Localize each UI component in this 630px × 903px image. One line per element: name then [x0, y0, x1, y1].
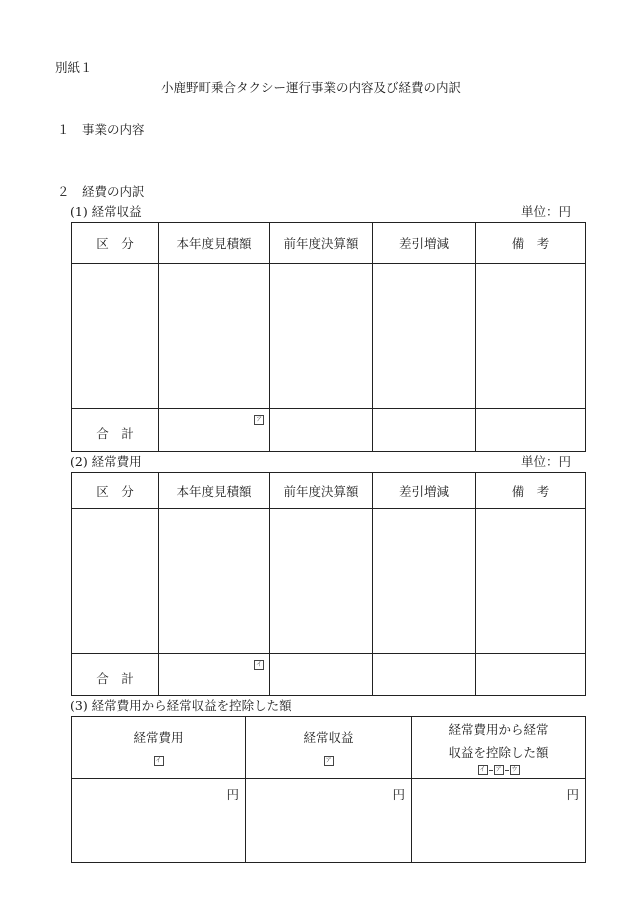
deduction-income-label: 経常収益	[303, 730, 354, 745]
income-cell	[270, 409, 373, 452]
income-total-row	[72, 409, 586, 452]
expense-table	[71, 472, 586, 696]
mark-u-icon: ウ	[511, 766, 518, 773]
expense-header-category: 区 分	[72, 473, 159, 509]
deduction-header-income	[246, 717, 412, 779]
expense-cell	[373, 509, 476, 654]
income-cell	[373, 264, 476, 409]
expense-body-row	[72, 509, 586, 654]
expense-unit: 単位：円	[521, 454, 572, 469]
income-header-diff: 差引増減	[373, 223, 476, 264]
deduction-expense-label: 経常費用	[133, 730, 184, 745]
income-header-category: 区 分	[72, 223, 159, 264]
mark-i-icon: イ	[255, 661, 262, 668]
expense-total-label: 合 計	[72, 654, 159, 696]
expense-subtitle: (2) 経常費用	[70, 454, 142, 469]
expense-header-diff: 差引増減	[373, 473, 476, 509]
expense-cell	[476, 654, 586, 696]
yen-unit: 円	[226, 787, 239, 802]
deduction-expense-value	[72, 779, 246, 863]
income-total-estimate	[159, 409, 270, 452]
deduction-header-expense	[72, 717, 246, 779]
expense-total-estimate	[159, 654, 270, 696]
expense-header-remarks: 備 考	[476, 473, 586, 509]
document-title: 小鹿野町乗合タクシー運行事業の内容及び経費の内訳	[161, 80, 462, 95]
yen-unit: 円	[392, 787, 405, 802]
income-cell	[72, 264, 159, 409]
expense-cell	[270, 654, 373, 696]
income-subtitle: (1) 経常収益	[70, 204, 142, 219]
expense-total-row	[72, 654, 586, 696]
expense-header-estimate: 本年度見積額	[159, 473, 270, 509]
income-header-estimate: 本年度見積額	[159, 223, 270, 264]
formula-marks	[412, 765, 585, 775]
deduction-header-result	[412, 717, 586, 779]
expense-cell	[72, 509, 159, 654]
income-cell	[373, 409, 476, 452]
mark-i-icon: イ	[155, 756, 162, 764]
income-cell	[476, 264, 586, 409]
income-header-remarks: 備 考	[476, 223, 586, 264]
income-cell	[270, 264, 373, 409]
deduction-header-row	[72, 717, 586, 779]
deduction-income-value	[246, 779, 412, 863]
income-unit: 単位：円	[521, 204, 572, 219]
minus-icon	[489, 770, 493, 771]
expense-cell	[159, 509, 270, 654]
deduction-result-label-line2: 収益を控除した額	[448, 745, 549, 760]
income-total-label: 合 計	[72, 409, 159, 452]
yen-unit: 円	[566, 787, 579, 802]
equals-icon	[505, 770, 509, 771]
income-cell	[159, 264, 270, 409]
income-table	[71, 222, 586, 452]
attachment-label: 別紙１	[55, 60, 93, 75]
income-header-prior: 前年度決算額	[270, 223, 373, 264]
income-cell	[476, 409, 586, 452]
deduction-table	[71, 716, 586, 863]
deduction-result-label-line1: 経常費用から経常	[448, 722, 549, 737]
expense-cell	[476, 509, 586, 654]
expense-header-row	[72, 473, 586, 509]
section-2-heading: ２ 経費の内訳	[57, 184, 145, 199]
income-header-row	[72, 223, 586, 264]
deduction-result-value	[412, 779, 586, 863]
mark-a-icon: ア	[255, 416, 262, 423]
mark-a-icon: ア	[325, 756, 332, 764]
expense-cell	[373, 654, 476, 696]
deduction-value-row	[72, 779, 586, 863]
expense-header-prior: 前年度決算額	[270, 473, 373, 509]
mark-a-icon: ア	[495, 766, 502, 773]
deduction-subtitle: (3) 経常費用から経常収益を控除した額	[70, 698, 292, 713]
mark-i-icon: イ	[479, 766, 486, 773]
section-1-heading: １ 事業の内容	[57, 122, 145, 137]
income-body-row	[72, 264, 586, 409]
expense-cell	[270, 509, 373, 654]
